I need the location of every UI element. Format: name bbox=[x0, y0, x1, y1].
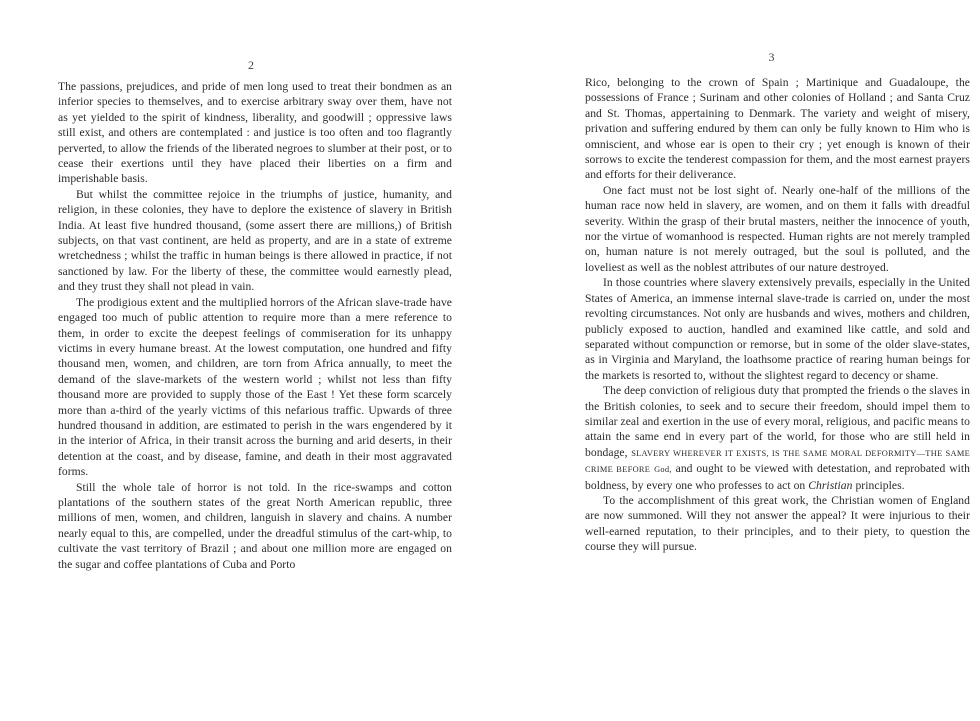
small-caps-god: God, bbox=[654, 465, 672, 475]
paragraph: The passions, prejudices, and pride of men long used to treat their bondmen as an inferior species to themselves, and to exercise arbitrary sway over them, have not as yet yielded to the spirit of kindness, liberality, and goodwill ; oppressive laws still exist, and others are contemplated : and justice is too often and too flagrantly perverted, to allow the friends of the liberated negroes to slumber at their post, or to cease their exertions until they have placed their liberties on a firm and imperishable basis. bbox=[58, 80, 452, 186]
paragraph: Still the whole tale of horror is not told. In the rice-swamps and cotton plantations of the southern states of the great North American republic, three millions of men, women, and children, languish in slavery and chains. A number nearly equal to this, are compelled, under the dreadful stimulus of the cart-whip, to cultivate the vast territory of Brazil ; and about one million more are engaged on the sugar and coffee plantations of Cuba and Porto bbox=[58, 480, 452, 571]
paragraph: But whilst the committee rejoice in the triumphs of justice, humanity, and religion, in these colonies, they have to deplore the existence of slavery in British India. At least five hundred thousand, (some assert there are millions,) of British subjects, on that vast continent, are held as property, and are in a state of extreme wretchedness ; whilst the traffic in human beings is there allowed in practice, if not sanctioned by law. For the liberty of these, the committee would earnestly plead, and they trust they shall not plead in vain. bbox=[58, 187, 452, 294]
paragraph: To the accomplishment of this great work, the Christian women of England are now summoned. Will they not answer the appeal? It were injurious to their well-earned reputation, to their principles, and to their piety, to question the course they will pursue. bbox=[585, 493, 970, 554]
paragraph-text: and ought to be viewed with detestation, and reprobated with boldness, by every one who professes to act on bbox=[585, 462, 971, 492]
paragraph: One fact must not be lost sight of. Nearly one-half of the millions of the human race now held in slavery, are women, and on them it falls with dreadful severity. Within the grasp of their brutal masters, neither the innocence of youth, nor the virtue of womanhood is respected. Human rights are not merely trampled on, human nature is not merely outraged, but the soul is polluted, and the loveliest as well as the noblest attributes of our nature destroyed. bbox=[585, 183, 970, 274]
left-page bbox=[58, 0, 452, 721]
right-page-body bbox=[585, 75, 970, 555]
paragraph-text: principles. bbox=[855, 478, 905, 492]
small-caps-text: SLAVERY WHEREVER IT EXISTS, IS THE SAME MORAL DEFORMITY—THE SAME CRIME BEFORE bbox=[585, 448, 971, 475]
right-page bbox=[585, 0, 970, 721]
paragraph bbox=[585, 383, 970, 493]
page-number-left: 2 bbox=[248, 58, 254, 72]
paragraph: In those countries where slavery extensively prevails, especially in the United States of America, an immense internal slave-trade is carried on, under the most revolting circumstances. Not only are husbands and wives, mothers and children, publicly exposed to auction, handled and examined like cattle, and sold and separated without compunction or remorse, but in some of the older slave-states, as in Virginia and Maryland, the loathsome practice of rearing human beings for the markets is resorted to, without the slightest regard to decency or shame. bbox=[585, 276, 970, 382]
italic-word: Christian bbox=[808, 478, 853, 492]
paragraph: Rico, belonging to the crown of Spain ; Martinique and Guadaloupe, the possessions of France ; Surinam and other colonies of Holland ; and Santa Cruz and St. Thomas, appertaining to Denmark. The variety and weight of misery, privation and suffering endured by them can only be fully known to Him who is omniscient, and whose ear is open to their cry ; yet enough is known of their sorrows to excite the tenderest compassion for them, and the most earnest prayers and efforts for their deliverance. bbox=[585, 76, 970, 182]
page-number-right: 3 bbox=[768, 50, 775, 64]
paragraph: The prodigious extent and the multiplied horrors of the African slave-trade have engaged too much of public attention to require more than a mere reference to them, in order to excite the deepest feelings of commiseration for its unhappy victims in every humane breast. At the lowest computation, one hundred and fifty thousand men, women, and children, are torn from Africa annually, to meet the demand of the slave-markets of the western world ; whilst not less than fifty thousand more are provided to supply those of the East ! Yet these form scarcely more than a-third of the yearly victims of this nefarious traffic. Upwards of three hundred thousand in addition, are estimated to perish in the wars engendered by it in the interior of Africa, in their transit across the burning and arid deserts, in their detention at the coast, and by disease, famine, and death in their most aggravated forms. bbox=[58, 295, 452, 479]
paragraph-text: The deep conviction of religious duty that prompted the friends o the slaves in the British colonies, to seek and to secure their freedom, should impel them to similar zeal and exertion in the use of every moral, religious, and pacific means to attain the same end in every part of the world, for those who are still held in bondage, bbox=[585, 384, 970, 459]
left-page-body bbox=[58, 79, 452, 572]
